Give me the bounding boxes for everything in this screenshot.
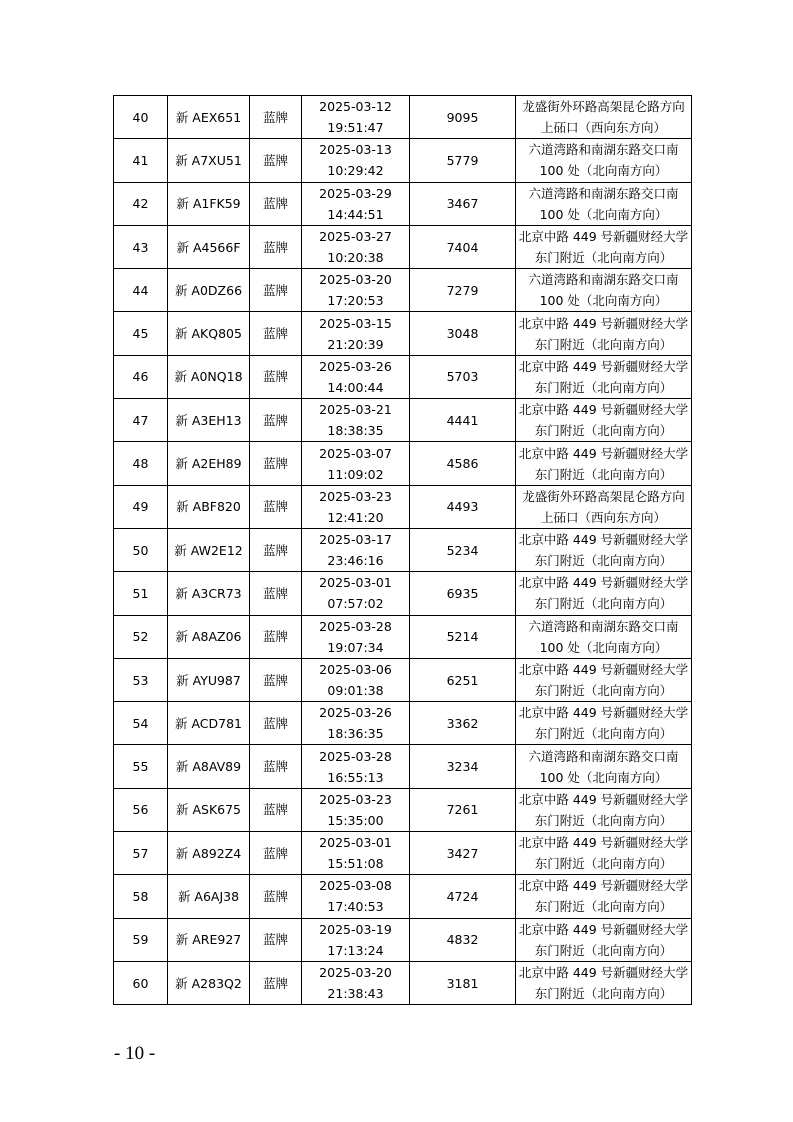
capture-time: 21:38:43 xyxy=(327,986,384,1002)
record-code: 5703 xyxy=(410,355,516,398)
table-row xyxy=(114,182,692,225)
plate-number: 新 A4566F xyxy=(168,225,250,268)
capture-date: 2025-03-20 xyxy=(319,965,392,981)
plate-color: 蓝牌 xyxy=(250,745,302,788)
record-code: 3048 xyxy=(410,312,516,355)
row-number: 40 xyxy=(114,96,168,139)
capture-datetime xyxy=(302,615,410,658)
table-row xyxy=(114,702,692,745)
record-code: 5234 xyxy=(410,528,516,571)
capture-date: 2025-03-20 xyxy=(319,272,392,288)
plate-number: 新 A0DZ66 xyxy=(168,269,250,312)
capture-datetime xyxy=(302,312,410,355)
location-line-2: 东门附近（北向南方向） xyxy=(534,812,673,828)
table-row xyxy=(114,485,692,528)
capture-time: 14:44:51 xyxy=(327,206,384,222)
plate-color: 蓝牌 xyxy=(250,442,302,485)
location-line-1: 北京中路 449 号新疆财经大学 xyxy=(518,402,689,418)
location-line-2: 东门附近（北向南方向） xyxy=(534,986,673,1002)
capture-datetime xyxy=(302,832,410,875)
row-number: 60 xyxy=(114,961,168,1004)
location-line-2: 东门附近（北向南方向） xyxy=(534,899,673,915)
row-number: 44 xyxy=(114,269,168,312)
record-code: 7404 xyxy=(410,225,516,268)
location-line-2: 100 处（北向南方向） xyxy=(539,163,668,179)
capture-time: 16:55:13 xyxy=(327,769,384,785)
location-line-2: 东门附近（北向南方向） xyxy=(534,726,673,742)
plate-number: 新 A283Q2 xyxy=(168,961,250,1004)
row-number: 50 xyxy=(114,528,168,571)
table-row xyxy=(114,96,692,139)
row-number: 43 xyxy=(114,225,168,268)
table-row xyxy=(114,615,692,658)
capture-datetime xyxy=(302,96,410,139)
capture-location xyxy=(516,96,692,139)
plate-color: 蓝牌 xyxy=(250,485,302,528)
row-number: 58 xyxy=(114,875,168,918)
capture-date: 2025-03-07 xyxy=(319,445,392,461)
capture-time: 15:35:00 xyxy=(327,812,384,828)
row-number: 52 xyxy=(114,615,168,658)
capture-date: 2025-03-01 xyxy=(319,575,392,591)
capture-datetime xyxy=(302,572,410,615)
plate-number: 新 AKQ805 xyxy=(168,312,250,355)
capture-datetime xyxy=(302,442,410,485)
plate-color: 蓝牌 xyxy=(250,182,302,225)
plate-color: 蓝牌 xyxy=(250,528,302,571)
capture-datetime xyxy=(302,182,410,225)
row-number: 49 xyxy=(114,485,168,528)
capture-location xyxy=(516,485,692,528)
capture-location xyxy=(516,182,692,225)
capture-datetime xyxy=(302,961,410,1004)
plate-number: 新 A8AV89 xyxy=(168,745,250,788)
capture-location xyxy=(516,615,692,658)
capture-datetime xyxy=(302,918,410,961)
plate-color: 蓝牌 xyxy=(250,572,302,615)
capture-time: 21:20:39 xyxy=(327,336,384,352)
plate-number: 新 ARE927 xyxy=(168,918,250,961)
capture-date: 2025-03-21 xyxy=(319,402,392,418)
row-number: 53 xyxy=(114,658,168,701)
record-code: 7261 xyxy=(410,788,516,831)
plate-color: 蓝牌 xyxy=(250,139,302,182)
capture-time: 19:07:34 xyxy=(327,639,384,655)
location-line-1: 北京中路 449 号新疆财经大学 xyxy=(518,705,689,721)
location-line-2: 100 处（北向南方向） xyxy=(539,206,668,222)
page-number: - 10 - xyxy=(114,1043,156,1064)
capture-time: 15:51:08 xyxy=(327,856,384,872)
capture-time: 11:09:02 xyxy=(327,466,384,482)
plate-color: 蓝牌 xyxy=(250,788,302,831)
location-line-1: 北京中路 449 号新疆财经大学 xyxy=(518,921,689,937)
plate-number: 新 A3EH13 xyxy=(168,399,250,442)
record-code: 5214 xyxy=(410,615,516,658)
row-number: 42 xyxy=(114,182,168,225)
record-code: 5779 xyxy=(410,139,516,182)
capture-date: 2025-03-26 xyxy=(319,358,392,374)
location-line-1: 北京中路 449 号新疆财经大学 xyxy=(518,662,689,677)
location-line-2: 东门附近（北向南方向） xyxy=(534,423,673,439)
table-row xyxy=(114,528,692,571)
capture-location xyxy=(516,961,692,1004)
location-line-2: 100 处（北向南方向） xyxy=(539,769,668,785)
plate-number: 新 AYU987 xyxy=(168,658,250,701)
records-body xyxy=(114,96,692,1005)
capture-time: 18:36:35 xyxy=(327,726,384,742)
capture-datetime xyxy=(302,225,410,268)
record-code: 6935 xyxy=(410,572,516,615)
capture-datetime xyxy=(302,355,410,398)
capture-datetime xyxy=(302,788,410,831)
record-code: 3362 xyxy=(410,702,516,745)
plate-color: 蓝牌 xyxy=(250,615,302,658)
plate-number: 新 A892Z4 xyxy=(168,832,250,875)
capture-location xyxy=(516,702,692,745)
capture-datetime xyxy=(302,139,410,182)
capture-datetime xyxy=(302,875,410,918)
capture-location xyxy=(516,918,692,961)
row-number: 47 xyxy=(114,399,168,442)
table-row xyxy=(114,832,692,875)
location-line-2: 东门附近（北向南方向） xyxy=(534,379,673,395)
location-line-2: 东门附近（北向南方向） xyxy=(534,856,673,872)
location-line-2: 100 处（北向南方向） xyxy=(539,293,668,309)
location-line-2: 上砳口（西向东方向） xyxy=(540,509,666,525)
location-line-1: 北京中路 449 号新疆财经大学 xyxy=(518,965,689,981)
capture-date: 2025-03-17 xyxy=(319,532,392,548)
plate-number: 新 ASK675 xyxy=(168,788,250,831)
table-row xyxy=(114,875,692,918)
record-code: 3467 xyxy=(410,182,516,225)
capture-location xyxy=(516,225,692,268)
capture-time: 09:01:38 xyxy=(327,683,384,698)
table-row xyxy=(114,355,692,398)
capture-location xyxy=(516,139,692,182)
capture-location xyxy=(516,442,692,485)
capture-date: 2025-03-28 xyxy=(319,618,392,634)
plate-color: 蓝牌 xyxy=(250,312,302,355)
capture-date: 2025-03-15 xyxy=(319,315,392,331)
record-code: 6251 xyxy=(410,658,516,701)
record-code: 9095 xyxy=(410,96,516,139)
location-line-2: 100 处（北向南方向） xyxy=(539,639,668,655)
table-row xyxy=(114,399,692,442)
record-code: 4724 xyxy=(410,875,516,918)
location-line-1: 北京中路 449 号新疆财经大学 xyxy=(518,445,689,461)
capture-date: 2025-03-27 xyxy=(319,229,392,245)
capture-time: 23:46:16 xyxy=(327,553,384,569)
plate-number: 新 ABF820 xyxy=(168,485,250,528)
plate-color: 蓝牌 xyxy=(250,355,302,398)
capture-location xyxy=(516,312,692,355)
record-code: 3427 xyxy=(410,832,516,875)
plate-number: 新 A3CR73 xyxy=(168,572,250,615)
plate-number: 新 A0NQ18 xyxy=(168,355,250,398)
capture-location xyxy=(516,528,692,571)
table-row xyxy=(114,788,692,831)
capture-time: 14:00:44 xyxy=(327,379,384,395)
plate-color: 蓝牌 xyxy=(250,918,302,961)
plate-color: 蓝牌 xyxy=(250,961,302,1004)
record-code: 4441 xyxy=(410,399,516,442)
location-line-2: 上砳口（西向东方向） xyxy=(540,120,666,136)
violation-records-table xyxy=(113,95,692,1005)
table-row xyxy=(114,745,692,788)
capture-date: 2025-03-13 xyxy=(319,142,392,158)
plate-color: 蓝牌 xyxy=(250,269,302,312)
plate-color: 蓝牌 xyxy=(250,658,302,701)
table-row xyxy=(114,572,692,615)
location-line-1: 六道湾路和南湖东路交口南 xyxy=(528,142,679,158)
capture-date: 2025-03-23 xyxy=(319,791,392,807)
location-line-2: 东门附近（北向南方向） xyxy=(534,466,673,482)
capture-time: 18:38:35 xyxy=(327,423,384,439)
record-code: 3181 xyxy=(410,961,516,1004)
capture-location xyxy=(516,745,692,788)
capture-date: 2025-03-29 xyxy=(319,185,392,201)
capture-time: 17:13:24 xyxy=(327,942,384,958)
table-row xyxy=(114,961,692,1004)
location-line-2: 东门附近（北向南方向） xyxy=(534,250,673,266)
location-line-2: 东门附近（北向南方向） xyxy=(534,942,673,958)
row-number: 56 xyxy=(114,788,168,831)
location-line-1: 六道湾路和南湖东路交口南 xyxy=(528,272,679,288)
plate-number: 新 A1FK59 xyxy=(168,182,250,225)
capture-location xyxy=(516,875,692,918)
location-line-1: 北京中路 449 号新疆财经大学 xyxy=(518,315,689,331)
plate-number: 新 AEX651 xyxy=(168,96,250,139)
location-line-1: 六道湾路和南湖东路交口南 xyxy=(528,618,679,634)
plate-color: 蓝牌 xyxy=(250,399,302,442)
plate-color: 蓝牌 xyxy=(250,832,302,875)
location-line-2: 东门附近（北向南方向） xyxy=(534,683,673,698)
location-line-1: 六道湾路和南湖东路交口南 xyxy=(528,748,679,764)
row-number: 48 xyxy=(114,442,168,485)
row-number: 41 xyxy=(114,139,168,182)
plate-color: 蓝牌 xyxy=(250,96,302,139)
plate-number: 新 A8AZ06 xyxy=(168,615,250,658)
capture-time: 07:57:02 xyxy=(327,596,384,612)
plate-color: 蓝牌 xyxy=(250,702,302,745)
capture-datetime xyxy=(302,399,410,442)
capture-date: 2025-03-08 xyxy=(319,878,392,894)
table-row xyxy=(114,312,692,355)
record-code: 4586 xyxy=(410,442,516,485)
plate-number: 新 ACD781 xyxy=(168,702,250,745)
location-line-1: 六道湾路和南湖东路交口南 xyxy=(528,185,679,201)
location-line-2: 东门附近（北向南方向） xyxy=(534,336,673,352)
location-line-1: 龙盛街外环路高架昆仑路方向 xyxy=(522,99,685,115)
record-code: 4493 xyxy=(410,485,516,528)
row-number: 54 xyxy=(114,702,168,745)
record-code: 7279 xyxy=(410,269,516,312)
plate-number: 新 AW2E12 xyxy=(168,528,250,571)
capture-datetime xyxy=(302,658,410,701)
row-number: 55 xyxy=(114,745,168,788)
capture-time: 10:20:38 xyxy=(327,250,384,266)
table-row xyxy=(114,658,692,701)
capture-date: 2025-03-19 xyxy=(319,921,392,937)
plate-number: 新 A7XU51 xyxy=(168,139,250,182)
record-code: 4832 xyxy=(410,918,516,961)
row-number: 57 xyxy=(114,832,168,875)
location-line-1: 北京中路 449 号新疆财经大学 xyxy=(518,229,689,245)
location-line-2: 东门附近（北向南方向） xyxy=(534,553,673,569)
location-line-1: 北京中路 449 号新疆财经大学 xyxy=(518,791,689,807)
table-row xyxy=(114,918,692,961)
capture-time: 17:20:53 xyxy=(327,293,384,309)
capture-datetime xyxy=(302,485,410,528)
table-row xyxy=(114,269,692,312)
capture-time: 12:41:20 xyxy=(327,509,384,525)
capture-date: 2025-03-28 xyxy=(319,748,392,764)
capture-datetime xyxy=(302,702,410,745)
capture-location xyxy=(516,269,692,312)
location-line-1: 北京中路 449 号新疆财经大学 xyxy=(518,358,689,374)
record-code: 3234 xyxy=(410,745,516,788)
plate-color: 蓝牌 xyxy=(250,875,302,918)
table-row xyxy=(114,139,692,182)
capture-date: 2025-03-23 xyxy=(319,488,392,504)
location-line-1: 北京中路 449 号新疆财经大学 xyxy=(518,878,689,894)
capture-location xyxy=(516,832,692,875)
location-line-1: 北京中路 449 号新疆财经大学 xyxy=(518,532,689,548)
capture-location xyxy=(516,399,692,442)
capture-date: 2025-03-06 xyxy=(319,662,392,677)
capture-time: 10:29:42 xyxy=(327,163,384,179)
capture-date: 2025-03-01 xyxy=(319,835,392,851)
capture-datetime xyxy=(302,745,410,788)
capture-location xyxy=(516,788,692,831)
row-number: 59 xyxy=(114,918,168,961)
capture-location xyxy=(516,658,692,701)
table-row xyxy=(114,225,692,268)
plate-number: 新 A6AJ38 xyxy=(168,875,250,918)
row-number: 46 xyxy=(114,355,168,398)
capture-date: 2025-03-26 xyxy=(319,705,392,721)
capture-location xyxy=(516,572,692,615)
capture-datetime xyxy=(302,269,410,312)
table-row xyxy=(114,442,692,485)
capture-date: 2025-03-12 xyxy=(319,99,392,115)
capture-time: 19:51:47 xyxy=(327,120,384,136)
plate-number: 新 A2EH89 xyxy=(168,442,250,485)
row-number: 51 xyxy=(114,572,168,615)
capture-datetime xyxy=(302,528,410,571)
location-line-2: 东门附近（北向南方向） xyxy=(534,596,673,612)
plate-color: 蓝牌 xyxy=(250,225,302,268)
location-line-1: 北京中路 449 号新疆财经大学 xyxy=(518,575,689,591)
location-line-1: 北京中路 449 号新疆财经大学 xyxy=(518,835,689,851)
capture-location xyxy=(516,355,692,398)
capture-time: 17:40:53 xyxy=(327,899,384,915)
row-number: 45 xyxy=(114,312,168,355)
location-line-1: 龙盛街外环路高架昆仑路方向 xyxy=(522,488,685,504)
